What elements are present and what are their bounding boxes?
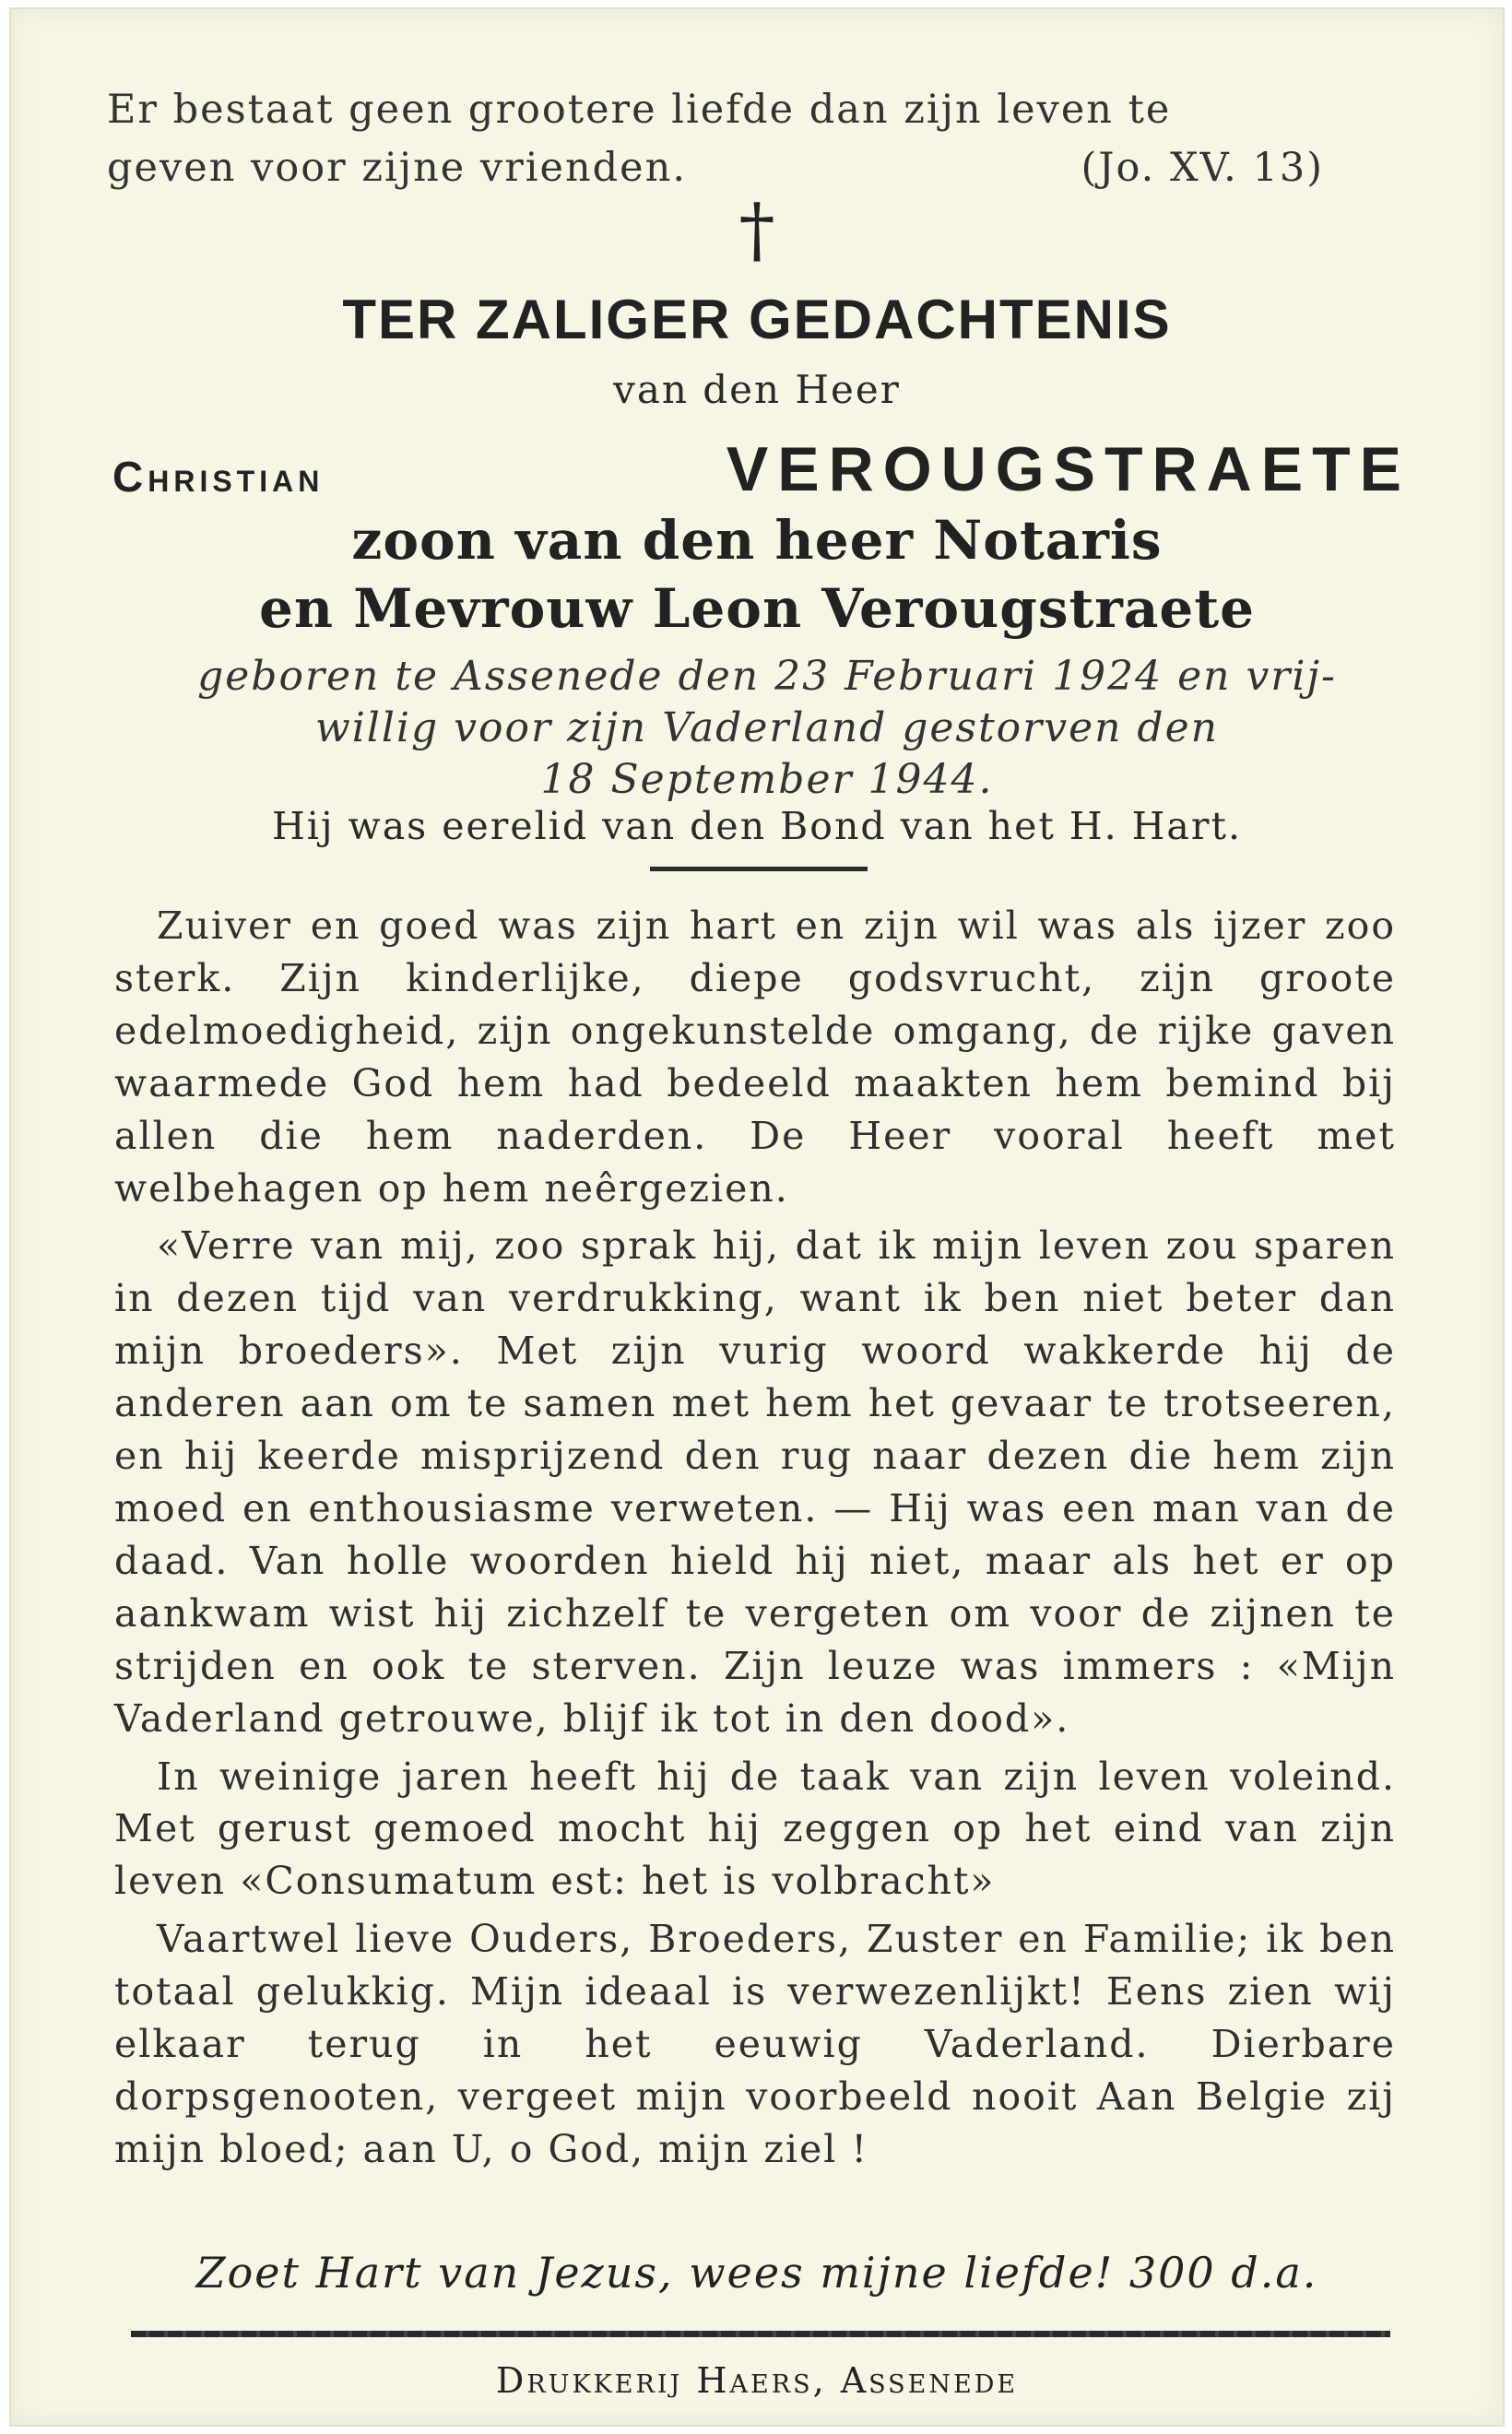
parents-line-2: en Mevrouw Leon Verougstraete: [258, 577, 1256, 640]
divider-short: [650, 867, 868, 871]
quote-reference: (Jo. XV. 13): [1081, 145, 1324, 191]
eulogy-paragraph: In weinige jaren heeft hij de taak van zijn leven voleind. Met gerust gemoed mocht hij zeggen op het eind van zijn leven «Consumatum est: het is volbracht»: [114, 1754, 1396, 1904]
eulogy-paragraph: «Verre van mij, zoo sprak hij, dat ik mijn leven zou sparen in dezen tijd van verdrukking, want ik ben niet beter dan mijn broeders». Met zijn vurig woord wakkerde hij de anderen aan om te samen met hem het gevaar te trotseeren, en hij keerde misprijzend den rug naar dezen die hem zijn moed en enthousiasme verweten. — Hij was een man van de daad. Van holle woorden hield hij niet, maar als het er op aankwam wist hij zichzelf te vergeten om voor de zijnen te strijden en ook te sterven. Zijn leuze was immers : «Mijn Vaderland getrouwe, blijf ik tot in den dood».: [114, 1223, 1396, 1741]
quote-line-2-text: geven voor zijne vrienden.: [107, 145, 687, 191]
printer-credit: Drukkerij Haers, Assenede: [495, 2360, 1019, 2401]
cross-icon: †: [738, 189, 775, 272]
parents-line-1: zoon van den heer Notaris: [351, 509, 1163, 572]
birth-line-3: 18 September 1944.: [540, 756, 994, 803]
memorial-card: [9, 7, 1505, 2427]
birth-line-2: willig voor zijn Vaderland gestorven den: [315, 704, 1219, 751]
last-name: VEROUGSTRAETE: [726, 434, 1411, 504]
memorial-title: TER ZALIGER GEDACHTENIS: [342, 289, 1172, 350]
eulogy-paragraph: Zuiver en goed was zijn hart en zijn wil was als ijzer zoo sterk. Zijn kinderlijke, diepe godsvrucht, zijn groote edelmoedigheid, zijn ongekunstelde omgang, de rijke gaven waarmede God hem had bedeeld maakten hem bemind bij allen die hem naderden. De Heer vooral heeft met welbehagen op hem neêrgezien.: [114, 904, 1396, 1211]
honorific: van den Heer: [613, 367, 901, 412]
first-name: Christian: [112, 453, 325, 501]
birth-death-details: [103, 651, 1431, 806]
bible-quote: [107, 81, 1398, 197]
indulgence-prayer: Zoet Hart van Jezus, wees mijne liefde! 300 d.a.: [195, 2248, 1318, 2298]
eulogy-text: [114, 900, 1396, 2181]
membership-note: Hij was eerelid van den Bond van het H. Hart.: [272, 804, 1242, 848]
quote-line-1: Er bestaat geen grootere liefde dan zijn leven te: [107, 87, 1172, 133]
eulogy-paragraph: Vaartwel lieve Ouders, Broeders, Zuster en Familie; ik ben totaal gelukkig. Mijn ideaal is verwezenlijkt! Eens zien wij elkaar terug in het eeuwig Vaderland. Dierbare dorpsgenooten, vergeet mijn voorbeeld nooit Aan Belgie zij mijn bloed; aan U, o God, mijn ziel !: [114, 1917, 1396, 2171]
birth-line-1: geboren te Assenede den 23 Februari 1924 en vrij-: [197, 653, 1337, 700]
divider-long: [131, 2331, 1390, 2337]
